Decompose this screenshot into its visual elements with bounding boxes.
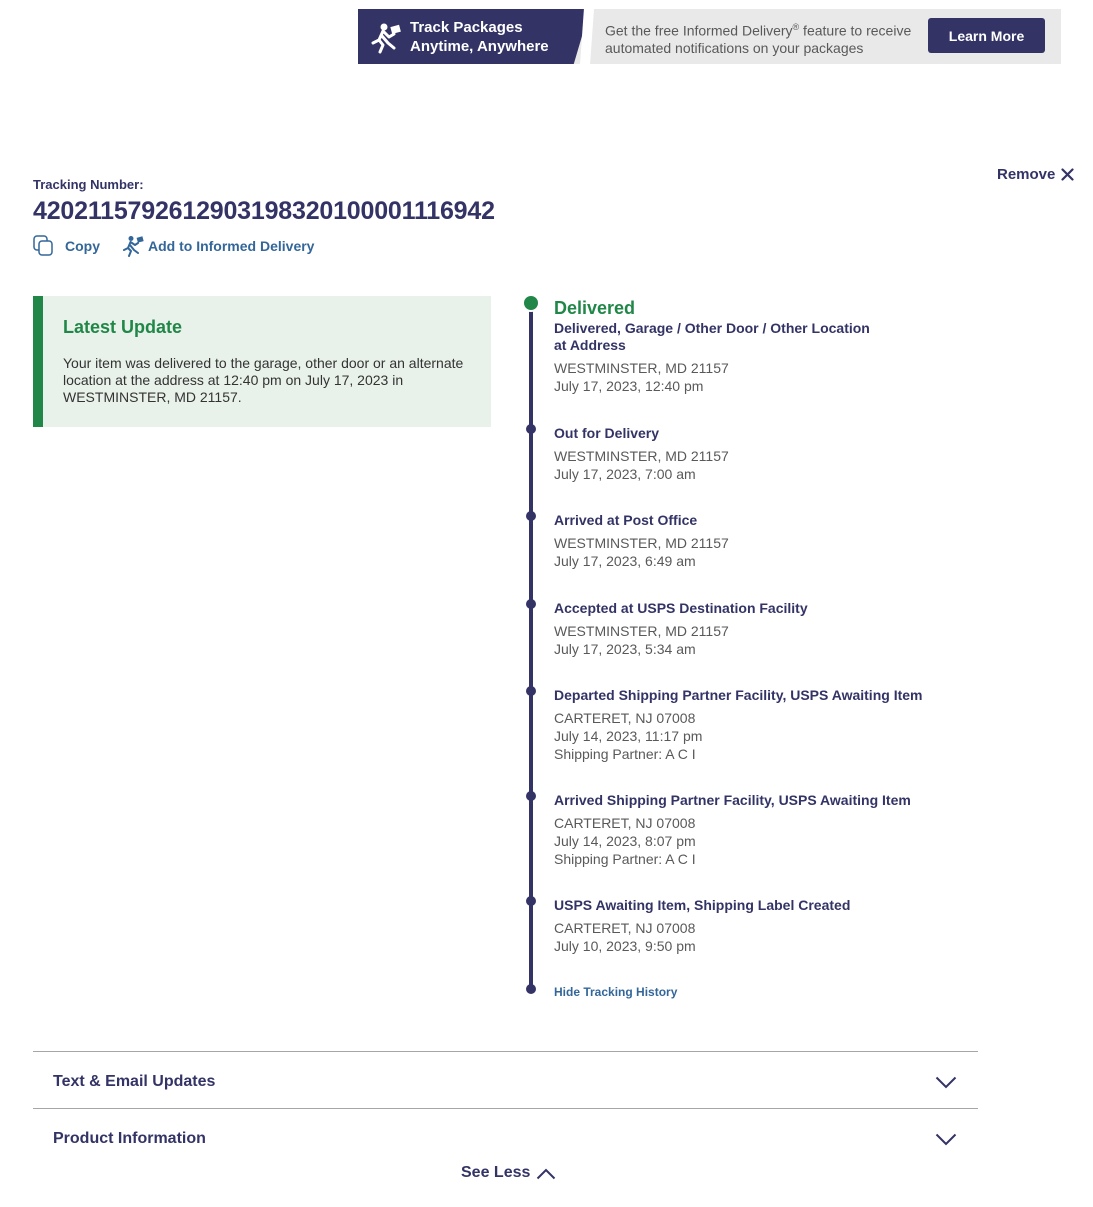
product-information-accordion[interactable] (33, 1109, 978, 1165)
text-email-updates-accordion[interactable] (33, 1052, 978, 1108)
see-less-label: See Less (461, 1164, 531, 1181)
latest-update-body: Your item was delivered to the garage, other door or an alternate location at the address at 12:40 pm on July 17, 2023 in WESTMINSTER, MD 21157. (63, 355, 464, 405)
event-location: WESTMINSTER, MD 21157 (554, 623, 729, 639)
copy-icon (33, 235, 55, 257)
timeline-dot (526, 599, 536, 609)
copy-label: Copy (65, 238, 100, 254)
tracking-event (554, 897, 974, 955)
event-datetime: July 17, 2023, 6:49 am (554, 553, 696, 569)
timeline-dot (526, 791, 536, 801)
timeline-line (529, 305, 533, 989)
hide-tracking-history-link[interactable]: Hide Tracking History (554, 985, 678, 999)
event-title: Departed Shipping Partner Facility, USPS Awaiting Item (554, 687, 923, 703)
event-datetime: July 10, 2023, 9:50 pm (554, 938, 696, 954)
event-title: Out for Delivery (554, 425, 660, 441)
timeline-dot-current (522, 294, 540, 312)
promo-description (605, 19, 925, 57)
event-title: Arrived Shipping Partner Facility, USPS Awaiting Item (554, 792, 911, 808)
event-location: CARTERET, NJ 07008 (554, 710, 696, 726)
latest-update-title: Latest Update (63, 317, 183, 337)
add-informed-delivery-link[interactable] (100, 235, 314, 257)
event-location: CARTERET, NJ 07008 (554, 815, 696, 831)
event-title: Arrived at Post Office (554, 512, 698, 528)
informed-delivery-label: Add to Informed Delivery (148, 238, 315, 254)
event-title: Accepted at USPS Destination Facility (554, 600, 808, 616)
tracking-event (554, 792, 974, 868)
informed-delivery-icon (122, 235, 144, 257)
event-shipping-partner: Shipping Partner: A C I (554, 851, 696, 867)
learn-more-button[interactable]: Learn More (928, 18, 1045, 53)
tracking-event (554, 687, 974, 763)
chevron-down-icon (935, 1076, 957, 1089)
chevron-up-icon (536, 1167, 556, 1180)
chevron-down-icon (935, 1133, 957, 1146)
copy-button[interactable] (33, 235, 100, 257)
remove-label: Remove (997, 166, 1056, 183)
event-datetime: July 14, 2023, 8:07 pm (554, 833, 696, 849)
event-title: USPS Awaiting Item, Shipping Label Created (554, 897, 851, 913)
tracking-event (554, 600, 974, 658)
promo-headline-line2: Anytime, Anywhere (410, 38, 549, 55)
runner-icon (368, 21, 402, 55)
latest-update-card (33, 296, 491, 427)
event-location: CARTERET, NJ 07008 (554, 920, 696, 936)
timeline-dot-end (526, 984, 536, 994)
tracking-event-delivered (554, 298, 974, 395)
timeline-dot (526, 896, 536, 906)
tracking-actions (33, 235, 314, 257)
close-icon (1061, 168, 1074, 181)
event-title: Delivered, Garage / Other Door / Other Location at Address (554, 320, 870, 353)
accordion-label: Text & Email Updates (53, 1073, 216, 1090)
tracking-number-label: Tracking Number: (33, 177, 144, 192)
event-datetime: July 14, 2023, 11:17 pm (554, 728, 703, 744)
event-status: Delivered (554, 298, 636, 318)
event-location: WESTMINSTER, MD 21157 (554, 448, 729, 464)
event-datetime: July 17, 2023, 12:40 pm (554, 378, 704, 394)
accordion-label: Product Information (53, 1130, 206, 1147)
registered-mark: ® (792, 22, 800, 32)
event-shipping-partner: Shipping Partner: A C I (554, 746, 696, 762)
see-less-button[interactable] (461, 1164, 556, 1182)
promo-text-end: feature to receive automated notifications on your packages (605, 22, 912, 56)
event-datetime: July 17, 2023, 5:34 am (554, 641, 696, 657)
promo-headline-line1: Track Packages (410, 19, 523, 36)
promo-headline (410, 18, 549, 56)
timeline-dot (526, 686, 536, 696)
timeline-dot (526, 424, 536, 434)
timeline-dot (526, 511, 536, 521)
event-datetime: July 17, 2023, 7:00 am (554, 466, 696, 482)
tracking-event (554, 425, 974, 483)
promo-text-start: Get the free Informed Delivery (605, 22, 793, 39)
remove-tracking-button[interactable] (997, 166, 1074, 183)
event-location: WESTMINSTER, MD 21157 (554, 535, 729, 551)
tracking-number: 4202115792612903198320100001116942 (33, 197, 495, 225)
tracking-event (554, 512, 974, 570)
informed-delivery-promo-banner (358, 9, 1061, 64)
event-location: WESTMINSTER, MD 21157 (554, 360, 729, 376)
